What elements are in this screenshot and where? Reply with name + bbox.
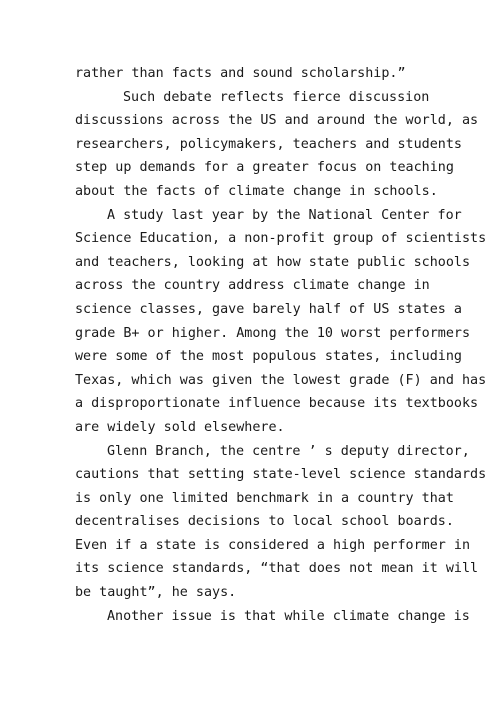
paragraph-first-line: Such debate reflects fierce discussion (123, 89, 430, 105)
text-line: a disproportionate influence because its textbooks (75, 396, 479, 412)
text-line: researchers, policymakers, teachers and students (75, 136, 462, 152)
paragraph-first-line: Glenn Branch, the centre ’ s deputy director, (107, 443, 470, 459)
paragraph-first-line: Another issue is that while climate change is (107, 608, 470, 624)
text-line: about the facts of climate change in schools. (75, 183, 438, 199)
text-line: its science standards, “that does not mean it will (75, 561, 479, 577)
text-line: Even if a state is considered a high performer in (75, 537, 471, 553)
text-line: grade B+ or higher. Among the 10 worst performers (75, 325, 471, 341)
text-line: discussions across the US and around the world, as (75, 113, 479, 129)
text-line: Science Education, a non-profit group of scientists (75, 231, 487, 247)
text-line: across the country address climate change in (75, 278, 430, 294)
paragraph-first-line: A study last year by the National Center for (107, 207, 462, 223)
text-line: science classes, gave barely half of US states a (75, 301, 462, 317)
text-line: step up demands for a greater focus on teaching (75, 160, 454, 176)
text-line: are widely sold elsewhere. (75, 419, 285, 435)
document-page (75, 62, 487, 628)
text-line: is only one limited benchmark in a country that (75, 490, 454, 506)
text-line: be taught”, he says. (75, 585, 237, 601)
text-line: Texas, which was given the lowest grade (F) and has (75, 372, 487, 388)
text-line: cautions that setting state-level science standards (75, 467, 487, 483)
text-line: decentralises decisions to local school boards. (75, 514, 454, 530)
text-line: and teachers, looking at how state public schools (75, 254, 471, 270)
text-line: rather than facts and sound scholarship.” (75, 66, 406, 81)
text-line: were some of the most populous states, including (75, 349, 462, 365)
